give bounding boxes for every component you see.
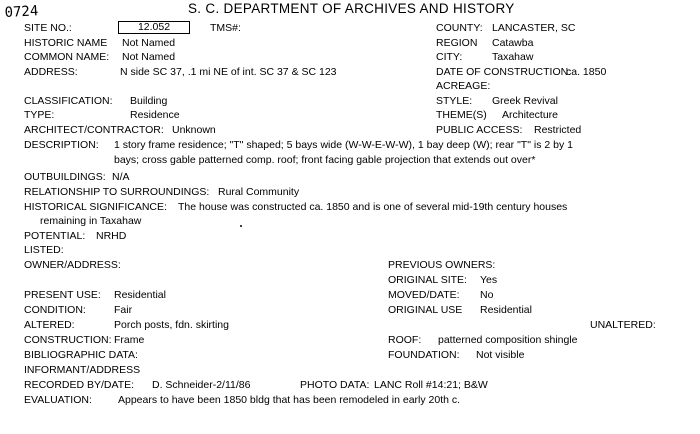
acreage-label: ACREAGE: [436, 80, 491, 92]
historical-significance-label: HISTORICAL SIGNIFICANCE: [24, 201, 167, 213]
common-name-value: Not Named [122, 51, 176, 63]
address-label: ADDRESS: [24, 66, 78, 78]
region-value: Catawba [492, 37, 534, 49]
moved-date-value: No [480, 289, 494, 301]
county-label: COUNTY: [436, 22, 483, 34]
foundation-value: Not visible [476, 349, 525, 361]
condition-label: CONDITION: [24, 304, 86, 316]
region-label: REGION [436, 37, 478, 49]
potential-value: NRHD [96, 230, 127, 242]
present-use-value: Residential [114, 289, 166, 301]
moved-date-label: MOVED/DATE: [388, 289, 460, 301]
architect-label: ARCHITECT/CONTRACTOR: [24, 124, 164, 136]
outbuildings-value: N/A [112, 171, 130, 183]
informant-label: INFORMANT/ADDRESS [24, 364, 141, 376]
date-construction-label: DATE OF CONSTRUCTION: [436, 66, 572, 78]
type-label: TYPE: [24, 109, 55, 121]
unaltered-label: UNALTERED: [590, 319, 656, 331]
public-access-label: PUBLIC ACCESS: [436, 124, 523, 136]
style-label: STYLE: [436, 95, 473, 107]
common-name-label: COMMON NAME: [24, 51, 110, 63]
style-value: Greek Revival [492, 95, 558, 107]
original-site-value: Yes [480, 274, 498, 286]
recorded-by-label: RECORDED BY/DATE: [24, 379, 135, 391]
historical-significance-line-2: remaining in Taxahaw [40, 215, 142, 227]
type-value: Residence [130, 109, 180, 121]
photo-data-value: LANC Roll #14:21; B&W [374, 379, 488, 391]
date-construction-value: ca. 1850 [566, 66, 607, 78]
historic-name-label: HISTORIC NAME [24, 37, 108, 49]
evaluation-label: EVALUATION: [24, 394, 92, 406]
site-no-value: 12.052 [118, 21, 190, 34]
themes-label: THEME(S) [436, 109, 487, 121]
architect-value: Unknown [172, 124, 216, 136]
historical-significance-line-1: The house was constructed ca. 1850 and is one of several mid-19th century houses [178, 201, 568, 213]
construction-value: Frame [114, 334, 145, 346]
bibliographic-label: BIBLIOGRAPHIC DATA: [24, 349, 138, 361]
owner-address-label: OWNER/ADDRESS: [24, 259, 121, 271]
outbuildings-label: OUTBUILDINGS: [24, 171, 106, 183]
relationship-label: RELATIONSHIP TO SURROUNDINGS: [24, 186, 210, 198]
description-line-2: bays; cross gable patterned comp. roof; front facing gable projection that extends out over* [114, 154, 536, 166]
photo-data-label: PHOTO DATA: [300, 379, 370, 391]
altered-label: ALTERED: [24, 319, 75, 331]
original-use-value: Residential [480, 304, 532, 316]
handwritten-number: 0724 [4, 3, 39, 21]
description-label: DESCRIPTION: [24, 139, 99, 151]
ink-speck [240, 225, 242, 227]
foundation-label: FOUNDATION: [388, 349, 460, 361]
condition-value: Fair [114, 304, 133, 316]
site-no-label: SITE NO.: [24, 22, 72, 34]
present-use-label: PRESENT USE: [24, 289, 101, 301]
description-line-1: 1 story frame residence; "T" shaped; 5 bays wide (W-W-E-W-W), 1 bay deep (W); rear "T" is 2 by 1 [114, 139, 573, 151]
county-value: LANCASTER, SC [492, 22, 576, 34]
previous-owners-label: PREVIOUS OWNERS: [388, 259, 496, 271]
relationship-value: Rural Community [218, 186, 300, 198]
city-label: CITY: [436, 51, 463, 63]
public-access-value: Restricted [534, 124, 582, 136]
potential-label: POTENTIAL: [24, 230, 86, 242]
roof-label: ROOF: [388, 334, 422, 346]
listed-label: LISTED: [24, 244, 64, 256]
classification-value: Building [130, 95, 168, 107]
tms-label: TMS#: [210, 22, 241, 34]
construction-label: CONSTRUCTION: [24, 334, 112, 346]
themes-value: Architecture [502, 109, 559, 121]
altered-value: Porch posts, fdn. skirting [114, 319, 229, 331]
evaluation-value: Appears to have been 1850 bldg that has been remodeled in early 20th c. [118, 394, 461, 406]
address-value: N side SC 37, .1 mi NE of int. SC 37 & SC 123 [120, 66, 337, 78]
roof-value: patterned composition shingle [438, 334, 578, 346]
original-site-label: ORIGINAL SITE: [388, 274, 467, 286]
city-value: Taxahaw [492, 51, 534, 63]
original-use-label: ORIGINAL USE [388, 304, 463, 316]
recorded-by-value: D. Schneider-2/11/86 [152, 379, 251, 391]
historic-name-value: Not Named [122, 37, 176, 49]
page-title: S. C. DEPARTMENT OF ARCHIVES AND HISTORY [188, 1, 515, 16]
classification-label: CLASSIFICATION: [24, 95, 113, 107]
